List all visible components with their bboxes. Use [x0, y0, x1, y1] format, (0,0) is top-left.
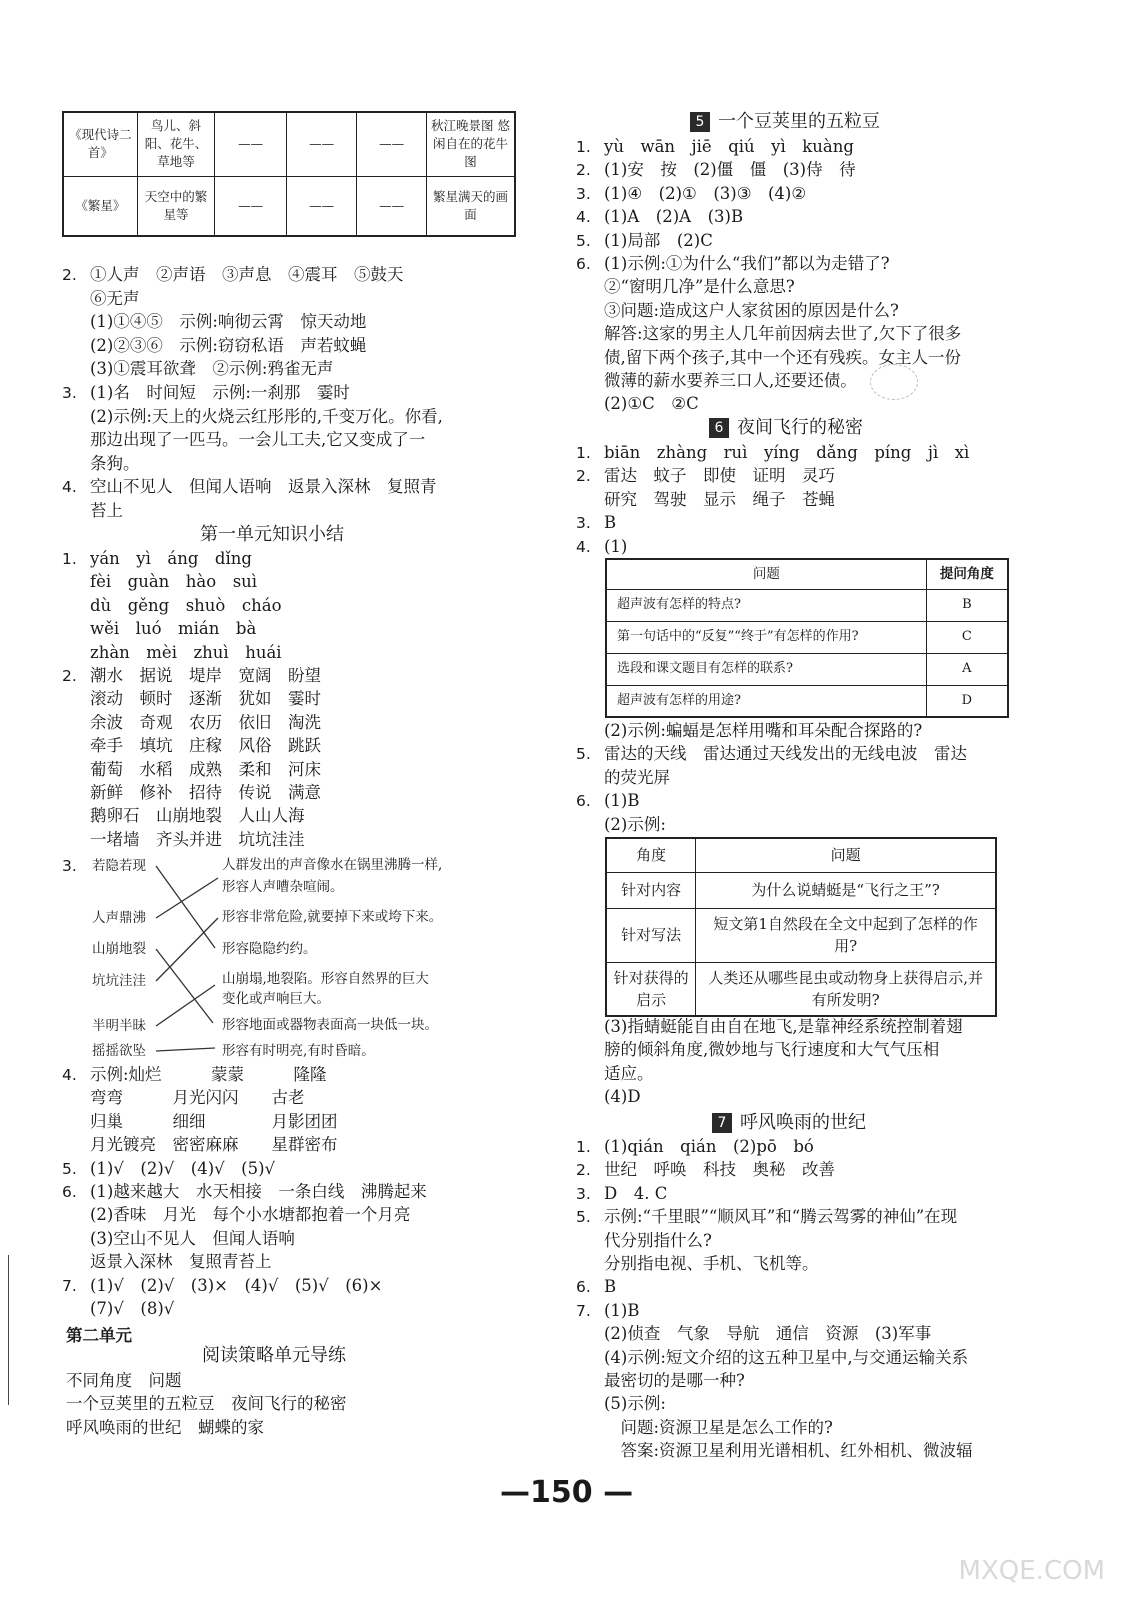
poem-table — [62, 111, 516, 237]
question-angle-table — [605, 558, 1009, 718]
answer-line: (2)示例:天上的火烧云红彤彤的,千变万化。你看, — [90, 406, 443, 426]
answer-line: 解答:这家的男主人几年前因病去世了,欠下了很多 — [604, 324, 962, 344]
answer-line: ②“窗明几净”是什么意思? — [604, 277, 795, 297]
answer-line: 问题:资源卫星是怎么工作的? — [604, 1417, 833, 1437]
answer-line: (1)①④⑤ 示例:响彻云霄 惊天动地 — [90, 312, 367, 332]
answer-line: 弯弯 月光闪闪 古老 — [90, 1088, 305, 1108]
match-right: 变化或声响巨大。 — [222, 991, 330, 1007]
stamp-icon — [870, 364, 918, 400]
item-number: 7. — [576, 1301, 591, 1320]
item-number: 2. — [576, 1161, 591, 1180]
answer-line: (1)④ (2)① (3)③ (4)② — [604, 183, 807, 203]
match-line — [156, 918, 218, 981]
answer-line: (5)示例: — [604, 1394, 666, 1414]
table-cell: —— — [215, 112, 287, 176]
table-cell: 为什么说蜻蜓是“飞行之王”? — [696, 872, 996, 908]
answer-line: 世纪 呼唤 科技 奥秘 改善 — [604, 1160, 835, 1180]
answer-line: (4)示例:短文介绍的这五种卫星中,与交通运输关系 — [604, 1347, 969, 1367]
answer-line: (1)qián qián (2)pō bó — [604, 1137, 814, 1156]
table-cell: 针对获得的启示 — [606, 962, 696, 1016]
item-number: 1. — [576, 1138, 591, 1156]
answer-line: dù gěng shuò cháo — [90, 595, 282, 615]
section-title — [712, 1111, 866, 1135]
section-number-badge: 7 — [712, 1113, 732, 1133]
item-number: 1. — [576, 444, 591, 462]
table-header: 角度 — [606, 838, 696, 872]
table-header: 问题 — [696, 838, 996, 872]
match-line — [156, 866, 215, 948]
match-left: 人声鼎沸 — [92, 910, 146, 926]
answer-line: yán yì áng dǐng — [90, 549, 252, 568]
answer-line: 债,留下两个孩子,其中一个还有残疾。女主人一份 — [604, 347, 961, 367]
watermark: MXQE.COM — [958, 1556, 1105, 1586]
section-title: 阅读策略单元导练 — [202, 1345, 346, 1366]
answer-line: 微薄的薪水要养三口人,还要还债。 — [604, 371, 857, 390]
item-number: 3. — [576, 514, 591, 533]
match-left: 半明半昧 — [92, 1018, 146, 1034]
answer-line: 鹅卵石 山崩地裂 人山人海 — [90, 806, 305, 826]
unit-heading: 第二单元 — [66, 1326, 132, 1345]
table-cell: D — [926, 685, 1008, 717]
match-right: 形容隐隐约约。 — [222, 941, 317, 957]
item-number: 3. — [576, 1184, 591, 1203]
page-number: —150 — — [500, 1475, 634, 1510]
answer-line: (1)B — [604, 791, 640, 811]
match-right: 形容非常危险,就要掉下来或垮下来。 — [222, 909, 443, 925]
answer-line: 分别指电视、手机、飞机等。 — [604, 1254, 819, 1273]
item-number: 6. — [576, 1278, 591, 1297]
answer-line: 代分别指什么? — [604, 1230, 712, 1250]
answer-line: 月光镀亮 密密麻麻 星群密布 — [90, 1135, 338, 1155]
answer-line: yù wān jiē qiú yì kuàng — [604, 137, 854, 156]
table-cell: 天空中的繁星等 — [137, 176, 214, 236]
item-number: 3. — [62, 384, 77, 402]
answer-line: (1) — [604, 536, 628, 556]
answer-line: (2)示例:蝙蝠是怎样用嘴和耳朵配合探路的? — [604, 721, 923, 740]
item-number: 3. — [576, 184, 591, 203]
match-right: 形容有时明亮,有时昏暗。 — [222, 1043, 375, 1059]
answer-line: 返景入深林 复照青苔上 — [90, 1252, 272, 1272]
table-cell: 超声波有怎样的特点? — [606, 589, 926, 621]
match-right: 人群发出的声音像水在锅里沸腾一样, — [222, 857, 443, 873]
answer-line: (3)空山不见人 但闻人语响 — [90, 1228, 295, 1248]
answer-line: 归巢 细细 月影团团 — [90, 1111, 338, 1131]
item-number: 7. — [62, 1276, 77, 1295]
answer-line: 的荧光屏 — [604, 767, 670, 787]
answer-line: 答案:资源卫星利用光谱相机、红外相机、微波辐 — [604, 1441, 973, 1461]
answer-line: 潮水 据说 堤岸 宽阔 盼望 — [90, 666, 321, 685]
table-cell: 《繁星》 — [63, 176, 137, 236]
table-cell: 秋江晚景图 悠闲自在的花牛图 — [427, 112, 515, 176]
answer-line: fèi guàn hào suì — [90, 572, 258, 592]
answer-line: (1)名 时间短 示例:一刹那 霎时 — [90, 383, 350, 402]
answer-line: 条狗。 — [90, 453, 140, 473]
table-cell: 针对内容 — [606, 872, 696, 908]
answer-line: 研究 驾驶 显示 绳子 苍蝇 — [604, 489, 835, 509]
table-cell: —— — [287, 112, 357, 176]
answer-line: 膀的倾斜角度,微妙地与飞行速度和大气气压相 — [604, 1040, 940, 1060]
answer-line: (1)安 按 (2)僵 僵 (3)侍 待 — [604, 160, 856, 180]
item-number: 2. — [62, 266, 77, 284]
answer-line: (1)A (2)A (3)B — [604, 207, 744, 227]
answer-line: 最密切的是哪一种? — [604, 1371, 745, 1390]
answer-line: 余波 奇观 农历 依旧 淘洗 — [90, 712, 321, 732]
item-number: 2. — [62, 667, 77, 685]
answer-line: (1)√ (2)√ (3)× (4)√ (5)√ (6)× — [90, 1275, 383, 1295]
answer-line: wěi luó mián bà — [90, 619, 257, 639]
answer-line: 牵手 填坑 庄稼 风俗 跳跃 — [90, 736, 321, 756]
match-line — [156, 878, 218, 918]
answer-line: (1)局部 (2)C — [604, 230, 713, 250]
item-number: 4. — [576, 208, 591, 227]
item-number: 6. — [576, 255, 591, 273]
answer-line: B — [604, 1277, 617, 1297]
table-cell: 选段和课文题目有怎样的联系? — [606, 653, 926, 685]
table-cell: C — [926, 621, 1008, 653]
answer-line: (2)①C ②C — [604, 394, 699, 414]
table-cell: 繁星满天的画面 — [427, 176, 515, 236]
answer-line: (2)侦查 气象 导航 通信 资源 (3)军事 — [604, 1324, 932, 1344]
answer-line: ③问题:造成这户人家贫困的原因是什么? — [604, 300, 899, 320]
answer-line: 示例:“千里眼”“顺风耳”和“腾云驾雾的神仙”在现 — [604, 1207, 958, 1227]
match-line — [156, 985, 215, 1026]
answer-line: biān zhàng ruì yíng dǎng píng jì xì — [604, 443, 970, 462]
table-header: 提问角度 — [926, 559, 1008, 589]
answer-line: (2)示例: — [604, 814, 666, 834]
answer-line: 苔上 — [90, 501, 123, 520]
section-number-badge: 5 — [690, 112, 710, 132]
reading-angle-table — [605, 837, 997, 1017]
table-cell: 短文第1自然段在全文中起到了怎样的作用? — [696, 908, 996, 962]
answer-line: 不同角度 问题 — [66, 1371, 182, 1390]
answer-line: B — [604, 513, 617, 533]
item-number: 1. — [62, 550, 77, 568]
answer-line: ①人声 ②声语 ③声息 ④震耳 ⑤鼓天 — [90, 265, 404, 284]
match-left: 若隐若现 — [92, 858, 146, 874]
section-title — [709, 416, 863, 440]
answer-line: (1)B — [604, 1300, 640, 1320]
match-right: 形容人声嘈杂喧闹。 — [222, 879, 344, 895]
section-number-badge: 6 — [709, 418, 729, 438]
answer-line: (2)②③⑥ 示例:窃窃私语 声若蚊蝇 — [90, 335, 367, 355]
table-cell: 鸟儿、斜阳、花牛、草地等 — [137, 112, 214, 176]
answer-line: 一个豆荚里的五粒豆 夜间飞行的秘密 — [66, 1394, 347, 1414]
match-left: 山崩地裂 — [92, 941, 146, 957]
answer-line: (2)香味 月光 每个小水塘都抱着一个月亮 — [90, 1205, 411, 1225]
match-left: 摇摇欲坠 — [92, 1043, 146, 1059]
item-number: 6. — [576, 792, 591, 811]
table-cell: B — [926, 589, 1008, 621]
item-number: 5. — [576, 1208, 591, 1227]
item-number: 4. — [62, 478, 77, 497]
answer-line: 示例:灿烂 蒙蒙 隆隆 — [90, 1065, 327, 1084]
match-left: 坑坑洼洼 — [92, 973, 146, 989]
answer-line: 滚动 顿时 逐渐 犹如 霎时 — [90, 689, 321, 709]
table-header: 问题 — [606, 559, 926, 589]
answer-line: D 4. C — [604, 1183, 668, 1203]
item-number: 5. — [576, 745, 591, 764]
item-number: 2. — [576, 467, 591, 486]
table-cell: 人类还从哪些昆虫或动物身上获得启示,并有所发明? — [696, 962, 996, 1016]
table-cell: 超声波有怎样的用途? — [606, 685, 926, 717]
table-cell: —— — [215, 176, 287, 236]
table-cell: 《现代诗二首》 — [63, 112, 137, 176]
item-number: 6. — [62, 1183, 77, 1201]
answer-line: 那边出现了一匹马。一会儿工夫,它又变成了一 — [90, 430, 426, 450]
item-number: 4. — [576, 537, 591, 556]
answer-line: (1)越来越大 水天相接 一条白线 沸腾起来 — [90, 1182, 427, 1201]
answer-line: zhàn mèi zhuì huái — [90, 642, 282, 662]
answer-line: 雷达 蚊子 即使 证明 灵巧 — [604, 466, 835, 486]
item-number: 5. — [576, 231, 591, 250]
answer-line: 适应。 — [604, 1063, 654, 1083]
section-title-text: 呼风唤雨的世纪 — [740, 1112, 866, 1133]
answer-line: (1)示例:①为什么“我们”都以为走错了? — [604, 254, 890, 273]
item-number: 2. — [576, 161, 591, 180]
answer-line: 葡萄 水稻 成熟 柔和 河床 — [90, 759, 321, 779]
item-number: 4. — [62, 1066, 77, 1084]
answer-line: 新鲜 修补 招待 传说 满意 — [90, 783, 321, 802]
section-title-text: 一个豆荚里的五粒豆 — [718, 111, 880, 132]
answer-line: (3)①震耳欲聋 ②示例:鸦雀无声 — [90, 359, 334, 379]
answer-line: 一堵墙 齐头并进 坑坑洼洼 — [90, 829, 305, 849]
section-title-text: 夜间飞行的秘密 — [737, 417, 863, 438]
item-number: 5. — [62, 1159, 77, 1178]
answer-line: (4)D — [604, 1087, 641, 1107]
answer-line: (7)√ (8)√ — [90, 1299, 175, 1318]
edge-mark — [0, 1255, 9, 1405]
answer-line: 呼风唤雨的世纪 蝴蝶的家 — [66, 1417, 264, 1437]
section-title — [690, 110, 880, 134]
answer-line: (3)指蜻蜓能自由自在地飞,是靠神经系统控制着翅 — [604, 1017, 963, 1036]
section-title: 第一单元知识小结 — [200, 524, 344, 545]
match-right: 形容地面或器物表面高一块低一块。 — [222, 1017, 438, 1033]
table-cell: —— — [357, 112, 427, 176]
table-cell: 针对写法 — [606, 908, 696, 962]
table-cell: A — [926, 653, 1008, 685]
table-cell: —— — [287, 176, 357, 236]
item-number: 1. — [576, 138, 591, 156]
answer-line: ⑥无声 — [90, 288, 140, 308]
match-line — [156, 1048, 215, 1051]
item-number: 3. — [62, 857, 77, 875]
table-cell: —— — [357, 176, 427, 236]
answer-line: (1)√ (2)√ (4)√ (5)√ — [90, 1158, 276, 1178]
answer-line: 空山不见人 但闻人语响 返景入深林 复照青 — [90, 477, 437, 497]
table-cell: 第一句话中的“反复”“终于”有怎样的作用? — [606, 621, 926, 653]
match-right: 山崩塌,地裂陷。形容自然界的巨大 — [222, 971, 429, 987]
match-line — [156, 949, 213, 1023]
answer-line: 雷达的天线 雷达通过天线发出的无线电波 雷达 — [604, 744, 967, 764]
